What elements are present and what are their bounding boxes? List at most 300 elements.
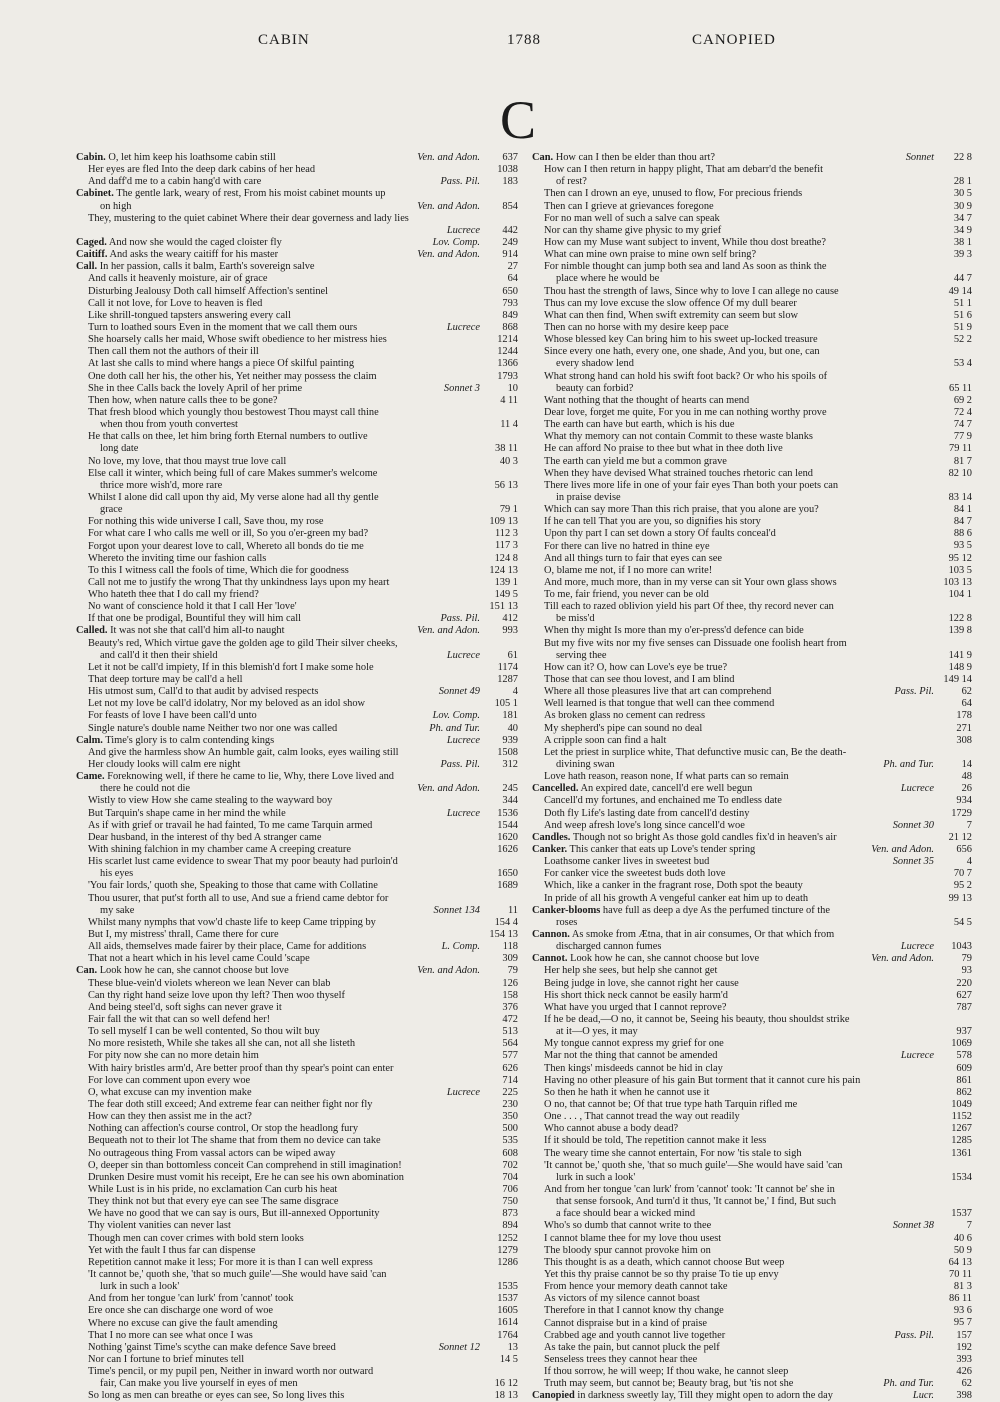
page-number: 1788 — [507, 32, 541, 48]
quotation: Ere once she can discharge one word of woe — [88, 1305, 274, 1317]
quotation: With shining falchion in my chamber came A creeping creature — [88, 844, 352, 856]
line-text — [76, 249, 278, 260]
quotation: All aids, themselves made fairer by their place, Came for additions — [88, 941, 367, 953]
concordance-line — [532, 1354, 972, 1366]
line-text — [532, 213, 720, 224]
quotation: every shadow lend — [556, 358, 634, 370]
line-text — [76, 601, 297, 612]
headword: Canker-blooms — [532, 904, 601, 916]
line-text — [76, 1342, 336, 1353]
concordance-line — [532, 286, 972, 298]
concordance-line — [76, 1148, 518, 1160]
line-reference: 894 — [482, 1220, 518, 1232]
quotation: Then can I drown an eye, unused to flow, For precious friends — [544, 188, 803, 200]
line-text — [532, 808, 749, 819]
line-text — [76, 1148, 335, 1159]
line-reference: 1286 — [482, 1257, 518, 1269]
line-text — [76, 686, 318, 697]
quotation: Let not my love be call'd idolatry, Nor my beloved as an idol show — [88, 698, 366, 710]
concordance-line — [76, 880, 518, 892]
line-text — [76, 152, 276, 163]
source-title: Pass. Pil. — [437, 176, 480, 188]
line-text — [76, 213, 409, 224]
quotation: Therefore in that I cannot know thy change — [544, 1305, 724, 1317]
concordance-line — [76, 808, 518, 820]
concordance-line — [532, 1293, 972, 1305]
concordance-line — [76, 577, 518, 589]
line-reference: 44 7 — [936, 273, 972, 285]
concordance-line — [76, 419, 518, 431]
line-reference: 1650 — [482, 868, 518, 880]
concordance-line — [76, 856, 518, 868]
concordance-line — [76, 589, 518, 601]
quotation: of rest? — [556, 176, 587, 188]
concordance-line — [532, 1087, 972, 1099]
quotation: His utmost sum, Call'd to that audit by advised respects — [88, 686, 319, 698]
line-text — [532, 589, 709, 600]
line-text — [532, 638, 847, 649]
line-reference: 149 14 — [936, 674, 972, 686]
line-reference: 30 5 — [936, 188, 972, 200]
line-text — [76, 407, 379, 418]
quotation: Let it not be call'd impiety, If in this blemish'd fort I make some hole — [88, 661, 374, 673]
line-text — [532, 613, 595, 624]
quotation: Dear husband, in the interest of thy bed A stranger came — [88, 831, 322, 843]
quotation: From hence your memory death cannot take — [544, 1281, 728, 1293]
concordance-line — [76, 1172, 518, 1184]
line-text — [76, 201, 131, 212]
line-text — [532, 662, 727, 673]
concordance-line — [532, 456, 972, 468]
quotation: Till each to razed oblivion yield his part Of thee, thy record never can — [544, 601, 834, 613]
concordance-line — [76, 723, 518, 735]
quotation: Yet this thy praise cannot be so thy praise To tie up envy — [544, 1268, 779, 1280]
line-text — [532, 1354, 697, 1365]
line-reference: 72 4 — [936, 407, 972, 419]
line-text — [76, 1026, 320, 1037]
quotation: It was not she that call'd him all-to naught — [110, 625, 285, 637]
concordance-line — [76, 298, 518, 310]
quotation: Doth fly Life's lasting date from cancell'd destiny — [544, 807, 750, 819]
concordance-line — [532, 953, 972, 965]
quotation: These blue-vein'd violets whereon we lean Never can blab — [88, 977, 331, 989]
line-text — [76, 783, 190, 794]
quotation: O no, that cannot be; Of that true type hath Tarquin rifled me — [544, 1098, 798, 1110]
line-reference: 39 3 — [936, 249, 972, 261]
quotation: Drunken Desire must vomit his receipt, Ere he can see his own abomination — [88, 1171, 404, 1183]
concordance-line — [76, 322, 518, 334]
line-text — [532, 868, 726, 879]
line-text — [76, 541, 364, 552]
line-reference: 393 — [936, 1354, 972, 1366]
quotation: If it should be told, The repetition cannot make it less — [544, 1135, 767, 1147]
left-column — [76, 152, 518, 1402]
concordance-line — [532, 528, 972, 540]
line-reference: 74 7 — [936, 419, 972, 431]
line-reference: 64 13 — [936, 1257, 972, 1269]
line-reference: 54 5 — [936, 917, 972, 929]
concordance-line — [532, 868, 972, 880]
line-text — [76, 504, 123, 515]
line-reference: 1626 — [482, 844, 518, 856]
concordance-line — [532, 735, 972, 747]
concordance-line — [76, 990, 518, 1002]
line-text — [76, 358, 354, 369]
concordance-line — [76, 1014, 518, 1026]
concordance-line — [76, 662, 518, 674]
headword: Canopied — [532, 1390, 575, 1402]
line-text — [76, 1184, 337, 1195]
line-reference: 149 5 — [482, 589, 518, 601]
line-text — [76, 480, 222, 491]
quotation: What have you urged that I cannot reprove? — [544, 1001, 727, 1013]
quotation: lurk in such a look' — [100, 1281, 180, 1293]
line-reference: 183 — [482, 176, 518, 188]
quotation: in praise devise — [556, 491, 621, 503]
line-text — [76, 1002, 282, 1013]
concordance-line — [76, 1002, 518, 1014]
source-title: Pass. Pil. — [891, 686, 934, 698]
line-text — [76, 941, 366, 952]
quotation: at it—O yes, it may — [556, 1026, 638, 1038]
quotation: Though not so bright As those gold candles fix'd in heaven's air — [572, 831, 837, 843]
quotation: Nor can I fortune to brief minutes tell — [88, 1353, 245, 1365]
line-text — [76, 613, 301, 624]
line-reference: 122 8 — [936, 613, 972, 625]
quotation: Then call them not the authors of their ill — [88, 346, 259, 358]
concordance-line — [532, 990, 972, 1002]
line-reference: 62 — [936, 686, 972, 698]
quotation: Look how he can, she cannot choose but love — [570, 953, 760, 965]
line-reference: 82 10 — [936, 468, 972, 480]
quotation: Fair fall the wit that can so well defend her! — [88, 1013, 271, 1025]
quotation: One doth call her his, the other his, Yet neither may possess the claim — [88, 370, 377, 382]
quotation: Call not me to justify the wrong That thy unkindness lays upon my heart — [88, 576, 390, 588]
quotation: But my five wits nor my five senses can Dissuade one foolish heart from — [544, 637, 847, 649]
line-text — [76, 176, 261, 187]
line-reference: 79 — [482, 965, 518, 977]
line-reference: 1279 — [482, 1245, 518, 1257]
quotation: His short thick neck cannot be easily harm'd — [544, 989, 728, 1001]
line-text — [532, 395, 749, 406]
line-reference: 939 — [482, 735, 518, 747]
quotation: Wistly to view How she came stealing to the wayward boy — [88, 795, 333, 807]
line-text — [76, 1123, 358, 1134]
quotation: When thy might Is more than my o'er-press'd defence can bide — [544, 625, 804, 637]
line-reference: 14 — [936, 759, 972, 771]
concordance-line — [532, 1148, 972, 1160]
line-text — [532, 1220, 711, 1231]
line-text — [532, 1038, 724, 1049]
quotation: He that calls on thee, let him bring forth Eternal numbers to outlive — [88, 431, 368, 443]
source-title: Ven. and Adon. — [414, 152, 480, 164]
line-text — [76, 820, 372, 831]
source-title: Ven. and Adon. — [414, 783, 480, 795]
concordance-line — [76, 1378, 518, 1390]
line-text — [532, 261, 827, 272]
line-text — [532, 856, 709, 867]
concordance-line — [76, 1354, 518, 1366]
line-text — [76, 832, 321, 843]
quotation: Which, like a canker in the fragrant rose, Doth spot the beauty — [544, 880, 803, 892]
quotation: Look how he can, she cannot choose but love — [99, 965, 289, 977]
quotation: That not a heart which in his level came Could 'scape — [88, 953, 310, 965]
line-reference: 56 13 — [482, 480, 518, 492]
line-reference: 99 13 — [936, 893, 972, 905]
source-title: Lucrece — [444, 1087, 480, 1099]
line-text — [76, 723, 337, 734]
quotation: As if with grief or travail he had fainted, To me came Tarquin armed — [88, 819, 373, 831]
line-reference: 192 — [936, 1342, 972, 1354]
source-title: Lucrece — [898, 783, 934, 795]
line-text — [532, 492, 621, 503]
concordance-line — [532, 1281, 972, 1293]
quotation: Then how, when nature calls thee to be gone? — [88, 394, 278, 406]
concordance-line — [532, 723, 972, 735]
concordance-line — [532, 577, 972, 589]
source-title: Sonnet 38 — [890, 1220, 934, 1232]
line-reference: 793 — [482, 298, 518, 310]
line-reference: 77 9 — [936, 431, 972, 443]
quotation: While Lust is in his pride, no exclamation Can curb his heat — [88, 1183, 338, 1195]
line-text — [532, 1087, 709, 1098]
concordance-line — [532, 419, 972, 431]
line-text — [532, 1366, 788, 1377]
line-text — [532, 456, 727, 467]
concordance-line — [76, 1269, 518, 1281]
concordance-line — [532, 1026, 972, 1038]
line-reference: 1689 — [482, 880, 518, 892]
concordance-line — [532, 249, 972, 261]
line-text — [532, 480, 838, 491]
quotation: Whilst many nymphs that vow'd chaste life to keep Came tripping by — [88, 916, 376, 928]
headword: Cancelled. — [532, 783, 579, 795]
line-reference: 608 — [482, 1148, 518, 1160]
concordance-line — [532, 1233, 972, 1245]
quotation: thrice more wish'd, more rare — [100, 479, 223, 491]
concordance-line — [76, 710, 518, 722]
line-reference: 49 14 — [936, 286, 972, 298]
quotation: To me, fair friend, you never can be old — [544, 589, 709, 601]
line-text — [532, 431, 813, 442]
line-text — [76, 589, 259, 600]
quotation: That fresh blood which youngly thou bestowest Thou mayst call thine — [88, 406, 379, 418]
quotation: The weary time she cannot entertain, For now 'tis stale to sigh — [544, 1147, 802, 1159]
line-text — [532, 965, 717, 976]
line-text — [532, 273, 659, 284]
quotation: Thou hast the strength of laws, Since why to love I can allege no cause — [544, 285, 839, 297]
quotation: And give the harmless show An humble gait, calm looks, eyes wailing still — [88, 746, 399, 758]
concordance-line — [76, 249, 518, 261]
quotation: Crabbed age and youth cannot live together — [544, 1329, 726, 1341]
concordance-line — [532, 480, 972, 492]
line-reference: 88 6 — [936, 528, 972, 540]
line-reference: 28 1 — [936, 176, 972, 188]
line-reference: 1049 — [936, 1099, 972, 1111]
quotation: Like shrill-tongued tapsters answering every call — [88, 309, 291, 321]
line-text — [532, 1342, 720, 1353]
quotation: Call it not love, for Love to heaven is fled — [88, 297, 263, 309]
line-text — [532, 917, 577, 928]
quotation: The earth can have but earth, which is his due — [544, 419, 735, 431]
quotation: fair, Can make you live yourself in eyes of men — [100, 1378, 298, 1390]
quotation: Time's glory is to calm contending kings — [105, 734, 275, 746]
line-text — [76, 747, 399, 758]
line-text — [532, 225, 721, 236]
quotation: No love, my love, that thou mayst true love call — [88, 455, 287, 467]
concordance-line — [76, 201, 518, 213]
line-reference: 51 6 — [936, 310, 972, 322]
quotation: For no man well of such a salve can speak — [544, 212, 720, 224]
concordance-line — [76, 371, 518, 383]
quotation: As victors of my silence cannot boast — [544, 1293, 700, 1305]
quotation: There lives more life in one of your fair eyes Than both your poets can — [544, 479, 839, 491]
line-reference: 112 3 — [482, 528, 518, 540]
concordance-line — [76, 213, 518, 225]
concordance-line — [532, 929, 972, 941]
quotation: But I, my mistress' thrall, Came there for cure — [88, 929, 279, 940]
line-text — [532, 723, 702, 734]
line-reference: 53 4 — [936, 358, 972, 370]
line-text — [532, 176, 587, 187]
source-title: Ph. and Tur. — [880, 1378, 934, 1390]
concordance-line — [76, 310, 518, 322]
quotation: Then can no horse with my desire keep pace — [544, 321, 729, 333]
line-reference: 1614 — [482, 1318, 518, 1330]
concordance-line — [532, 880, 972, 892]
line-text — [76, 1099, 372, 1110]
concordance-line — [532, 273, 972, 285]
concordance-line — [532, 1330, 972, 1342]
line-reference: 109 13 — [482, 516, 518, 528]
quotation: Then kings' misdeeds cannot be hid in clay — [544, 1062, 723, 1074]
line-text — [76, 516, 323, 527]
quotation: discharged cannon fumes — [556, 941, 662, 953]
line-text — [532, 893, 808, 904]
quotation: O, deeper sin than bottomless conceit Can comprehend in still imagination! — [88, 1159, 402, 1171]
line-text — [532, 1026, 638, 1037]
concordance-line — [532, 565, 972, 577]
line-text — [76, 1196, 339, 1207]
concordance-line — [76, 1099, 518, 1111]
line-text — [76, 164, 315, 175]
concordance-line — [532, 1220, 972, 1232]
line-reference: 1764 — [482, 1330, 518, 1342]
line-reference: 1214 — [482, 334, 518, 346]
line-reference: 11 — [482, 905, 518, 917]
concordance-line — [532, 188, 972, 200]
line-text — [532, 674, 734, 685]
concordance-line — [76, 1160, 518, 1172]
line-reference: 861 — [936, 1075, 972, 1087]
line-text — [532, 419, 734, 430]
line-text — [532, 1111, 740, 1122]
concordance-line — [532, 698, 972, 710]
line-reference: 609 — [936, 1063, 972, 1075]
line-reference: 704 — [482, 1172, 518, 1184]
line-reference: 376 — [482, 1002, 518, 1014]
concordance-line — [76, 735, 518, 747]
source-title: Sonnet 49 — [436, 686, 480, 698]
line-reference: 103 13 — [936, 577, 972, 589]
concordance-line — [76, 468, 518, 480]
line-reference: 86 11 — [936, 1293, 972, 1305]
line-text — [76, 286, 328, 297]
concordance-line — [76, 893, 518, 905]
line-reference: 1285 — [936, 1135, 972, 1147]
concordance-line — [76, 832, 518, 844]
line-reference: 1069 — [936, 1038, 972, 1050]
line-text — [532, 1050, 717, 1061]
line-text — [76, 1305, 273, 1316]
quotation: She hoarsely calls her maid, Whose swift obedience to her mistress hies — [88, 334, 387, 346]
line-reference: 4 11 — [482, 395, 518, 407]
quotation: on high — [100, 200, 132, 212]
concordance-line — [76, 1220, 518, 1232]
quotation: The fear doth still exceed; And extreme fear can neither fight nor fly — [88, 1098, 373, 1110]
line-reference: 472 — [482, 1014, 518, 1026]
concordance-line — [532, 237, 972, 249]
line-text — [76, 1075, 250, 1086]
line-text — [532, 625, 804, 636]
source-title: Lucrece — [898, 1050, 934, 1062]
quotation: And asks the weary caitiff for his master — [109, 249, 279, 261]
concordance-line — [532, 395, 972, 407]
quotation: Forgot upon your dearest love to call, Whereto all bonds do tie me — [88, 540, 364, 552]
line-reference: 714 — [482, 1075, 518, 1087]
concordance-line — [532, 820, 972, 832]
concordance-line — [532, 674, 972, 686]
line-reference: 1267 — [936, 1123, 972, 1135]
concordance-line — [532, 589, 972, 601]
concordance-line — [532, 686, 972, 698]
quotation: Nor can thy shame give physic to my grief — [544, 224, 722, 236]
line-reference: 141 9 — [936, 650, 972, 662]
line-reference: 51 9 — [936, 322, 972, 334]
concordance-line — [76, 504, 518, 516]
concordance-line — [532, 1269, 972, 1281]
line-text — [532, 905, 830, 916]
line-text — [76, 431, 368, 442]
quotation: Though men can cover crimes with bold stern looks — [88, 1232, 304, 1244]
line-reference: 7 — [936, 1220, 972, 1232]
quotation: Cancell'd my fortunes, and enchained me To endless date — [544, 795, 782, 807]
concordance-line — [76, 565, 518, 577]
concordance-line — [532, 383, 972, 395]
line-text — [532, 249, 756, 260]
headword: Canker. — [532, 844, 568, 856]
quotation: I cannot blame thee for my love thou usest — [544, 1232, 722, 1244]
line-text — [76, 1293, 293, 1304]
line-text — [76, 468, 377, 479]
line-reference: 4 — [936, 856, 972, 868]
line-text — [532, 286, 839, 297]
concordance-line — [532, 1014, 972, 1026]
concordance-line — [532, 710, 972, 722]
quotation: His scarlet lust came evidence to swear That my poor beauty had purloin'd — [88, 856, 398, 868]
line-text — [76, 1160, 402, 1171]
line-reference: 93 6 — [936, 1305, 972, 1317]
quotation: My tongue cannot express my grief for one — [544, 1038, 724, 1050]
source-title: Ven. and Adon. — [414, 625, 480, 637]
line-reference: 52 2 — [936, 334, 972, 346]
quotation: How can it? O, how can Love's eye be true? — [544, 661, 728, 673]
concordance-line — [532, 516, 972, 528]
line-text — [76, 1038, 355, 1049]
quotation: Which can say more Than this rich praise, that you alone are you? — [544, 504, 819, 516]
headword: Caitiff. — [76, 249, 108, 261]
source-title: Pass. Pil. — [437, 759, 480, 771]
